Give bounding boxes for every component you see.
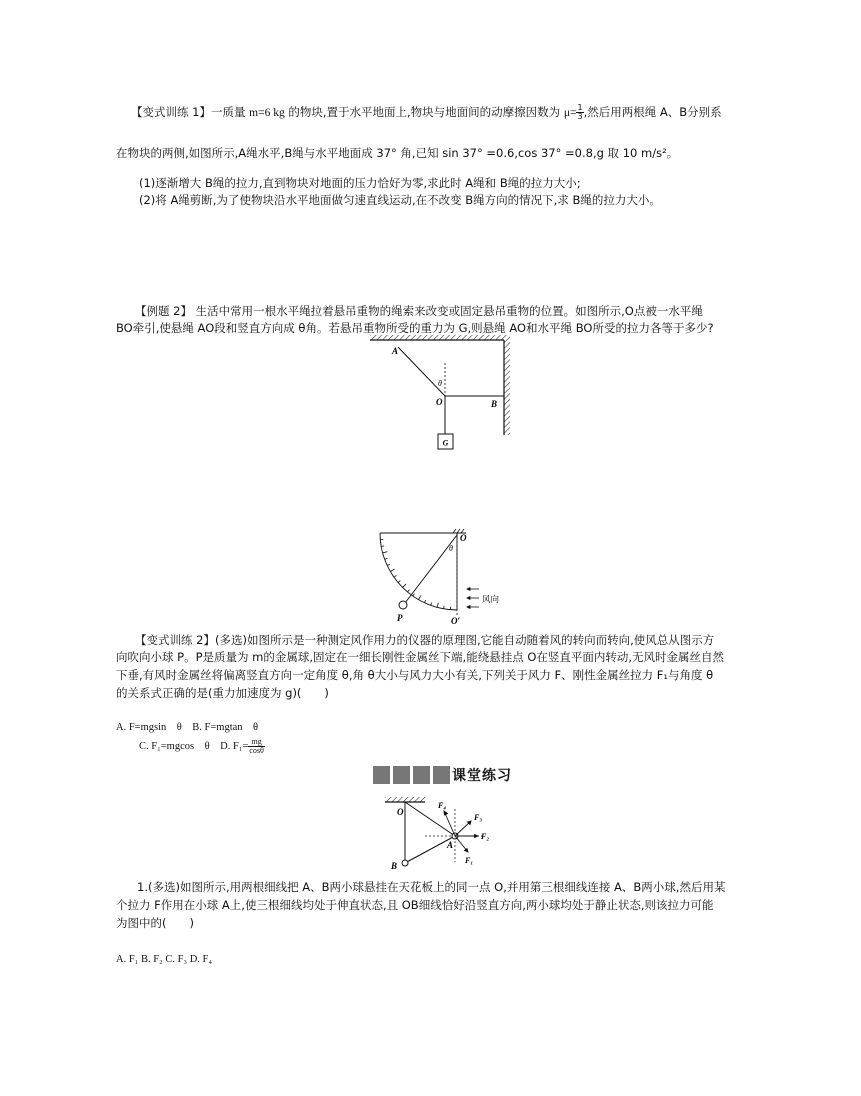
practice1-line3: 为图中的( ) bbox=[116, 916, 194, 930]
label-P: P bbox=[397, 613, 403, 623]
label-B: B bbox=[391, 861, 398, 871]
exercise2-options-cd bbox=[139, 738, 265, 755]
option-d-fraction bbox=[248, 738, 265, 755]
fraction-numerator: mg bbox=[248, 738, 265, 747]
exercise2-line3: 下垂,有风时金属丝将偏离竖直方向一定角度 θ,角 θ大小与风力大小有关,下列关于风力 F、刚性金属丝拉力 F₁与角度 θ bbox=[116, 668, 714, 682]
rope-AO bbox=[398, 347, 445, 396]
example2-line2: BO牵引,使悬绳 AO段和竖直方向成 θ角。若悬吊重物所受的重力为 G,则悬绳 AO和水平绳 BO所受的拉力各等于多少? bbox=[116, 321, 714, 335]
option-c-text: C. F₁=mgcos θ D. F₁= bbox=[139, 740, 249, 752]
scale-tick bbox=[413, 594, 415, 596]
example2-figure bbox=[370, 335, 520, 455]
exercise1-text-b: 的物块,置于水平地面上,物块与地面间的动摩擦因数为 bbox=[284, 105, 564, 119]
exercise1-mu: μ= bbox=[563, 107, 577, 119]
label-theta: θ bbox=[449, 544, 453, 553]
label-B: B bbox=[491, 399, 498, 409]
practice1-options: A. F₁ B. F₂ C. F₃ D. F₄ bbox=[116, 954, 213, 965]
practice1-line1: 1.(多选)如图所示,用两根细线把 A、B两小球悬挂在天花板上的同一点 O,并用第三根细线连接 A、B两小球,然后用某 bbox=[137, 880, 726, 894]
scale-tick bbox=[408, 590, 410, 592]
scale-tick bbox=[390, 569, 394, 572]
scale-ticks bbox=[380, 539, 450, 609]
scale-frame bbox=[380, 533, 457, 610]
ball-P bbox=[399, 601, 407, 609]
exercise1-text-a: 【变式训练 1】一质量 bbox=[131, 105, 250, 119]
section-decor-blocks bbox=[373, 766, 450, 784]
fraction-denominator: cosθ bbox=[249, 746, 264, 755]
scale-tick bbox=[403, 584, 407, 588]
scale-tick bbox=[385, 558, 388, 559]
label-wind: 风向 bbox=[482, 595, 500, 605]
exercise1-line1 bbox=[131, 104, 722, 121]
exercise1-mass: m=6 kg bbox=[249, 107, 285, 119]
scale-tick bbox=[431, 603, 432, 606]
scale-tick bbox=[424, 600, 425, 603]
exercise1-question2: (2)将 A绳剪断,为了使物块沿水平地面做匀速直线运动,在不改变 B绳方向的情况下,求 B绳的拉力大小。 bbox=[139, 193, 661, 207]
wind-arrows bbox=[467, 588, 479, 609]
example2-line1: 【例题 2】 生活中常用一根水平绳拉着悬吊重物的绳索来改变或固定悬吊重物的位置。如图所示,O点被一水平绳 bbox=[135, 304, 703, 318]
exercise2-line2: 向吹向小球 P。P是质量为 m的金属球,固定在一细长刚性金属丝下端,能绕悬挂点 O在竖直平面内转动,无风时金属丝自然 bbox=[116, 650, 725, 664]
exercise2-line4: 的关系式正确的是(重力加速度为 g)( ) bbox=[116, 686, 329, 700]
practice1-line2: 个拉力 F作用在小球 A上,使三根细线均处于伸直状态,且 OB细线恰好沿竖直方向,两小球均处于静止状态,则该拉力可能 bbox=[116, 898, 714, 912]
exercise1-question1: (1)逐渐增大 B绳的拉力,直到物块对地面的压力恰好为零,求此时 A绳和 B绳的拉力大小; bbox=[139, 176, 581, 190]
label-theta: θ bbox=[438, 379, 442, 388]
rope-diagram bbox=[370, 335, 520, 455]
wall-hatch bbox=[504, 340, 510, 435]
section-title: 课堂练习 bbox=[452, 768, 512, 784]
forces-figure bbox=[385, 797, 500, 872]
exercise2-options-ab: A. F=mgsin θ B. F=mgtan θ bbox=[116, 722, 259, 733]
ceiling-hatch bbox=[385, 797, 425, 802]
wind-figure bbox=[375, 527, 510, 627]
fraction-denominator: 3 bbox=[577, 112, 583, 121]
label-O: O bbox=[436, 397, 443, 407]
scale-tick bbox=[444, 606, 445, 609]
label-A: A bbox=[392, 346, 399, 356]
label-G: G bbox=[442, 438, 449, 448]
ceiling-hatch bbox=[370, 335, 510, 340]
label-O: O bbox=[460, 533, 467, 543]
label-F1: F₁ bbox=[465, 856, 474, 865]
scale-tick bbox=[383, 552, 388, 553]
scale-tick bbox=[387, 564, 390, 565]
label-F3: F₃ bbox=[474, 813, 483, 822]
scale-tick bbox=[419, 595, 422, 599]
wind-instrument-diagram bbox=[375, 527, 510, 627]
exercise1-text-c: ,然后用两根绳 A、B分别系 bbox=[583, 105, 722, 119]
section-header bbox=[373, 765, 512, 785]
exercise2-line1: 【变式训练 2】(多选)如图所示是一种测定风作用力的仪器的原理图,它能自动随着风的转向而转向,使风总从图示方 bbox=[135, 633, 715, 647]
scale-tick bbox=[381, 546, 384, 547]
scale-tick bbox=[394, 575, 396, 577]
label-F4: F₄ bbox=[438, 801, 447, 810]
scale-tick bbox=[437, 603, 438, 608]
fraction-numerator: 1 bbox=[577, 103, 583, 112]
exercise1-line2: 在物块的两侧,如图所示,A绳水平,B绳与水平地面成 37° 角,已知 sin 37° =0.6,cos 37° =0.8,g 取 10 m/s²。 bbox=[116, 146, 679, 160]
label-O: O bbox=[397, 807, 404, 817]
label-A: A bbox=[447, 840, 454, 850]
exercise1-fraction bbox=[576, 104, 583, 121]
scale-tick bbox=[398, 581, 400, 583]
two-balls-diagram bbox=[385, 797, 500, 872]
ball-B bbox=[402, 860, 408, 866]
label-O-prime: O′ bbox=[451, 616, 461, 626]
label-F2: F₂ bbox=[481, 832, 490, 841]
